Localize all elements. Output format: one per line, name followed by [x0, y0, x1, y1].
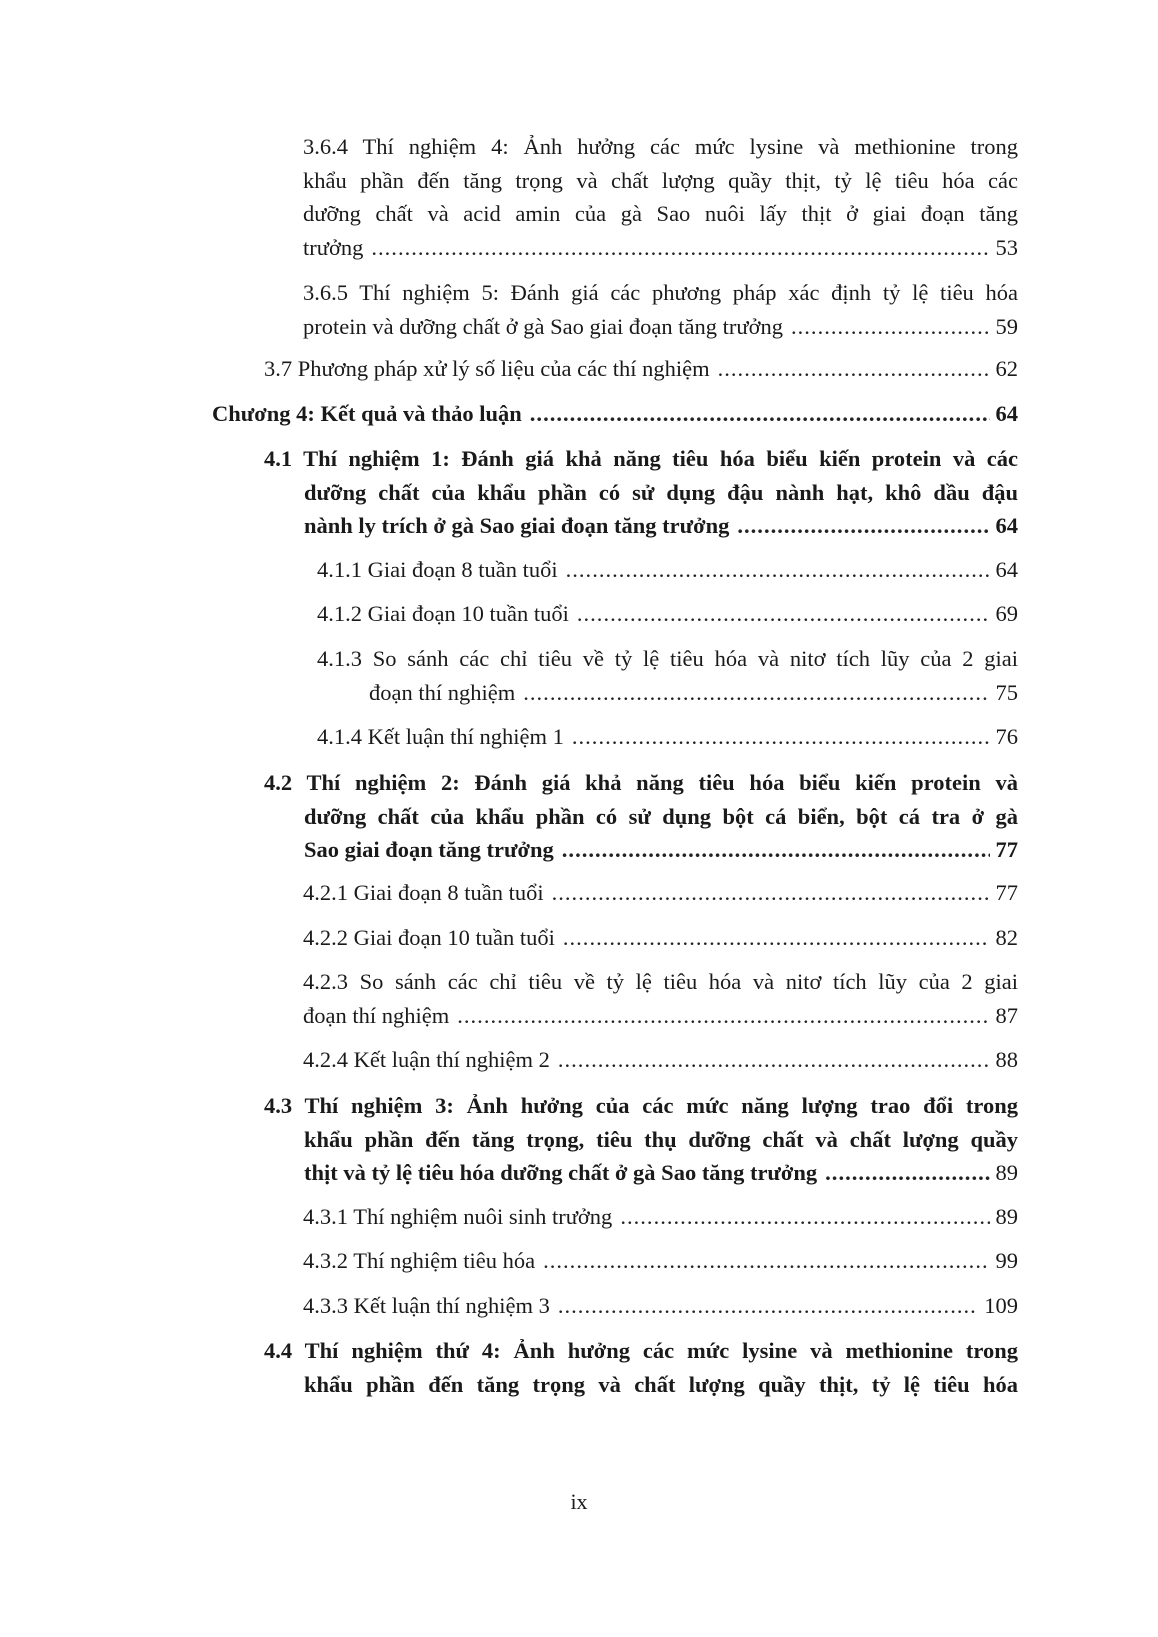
toc-entry-4-4 [264, 1334, 1018, 1401]
toc-entry-leader-line [303, 310, 1018, 344]
toc-entry-title: 4.2.4 Kết luận thí nghiệm 2 [303, 1047, 550, 1072]
toc-page-number: 77 [995, 880, 1018, 905]
leader-dots [563, 921, 990, 955]
leader-dots [558, 1043, 990, 1077]
toc-entry-leader-line [303, 999, 1018, 1033]
toc-entry-4-1 [264, 442, 1018, 543]
toc-entry-title: 4.3.2 Thí nghiệm tiêu hóa [303, 1248, 536, 1273]
toc-entry-leader-line [317, 597, 1018, 631]
leader-dots [791, 310, 990, 344]
toc-entry-title: 4.2.1 Giai đoạn 8 tuần tuổi [303, 880, 544, 905]
toc-entry-line: dưỡng chất của khẩu phần có sử dụng đậu nành hạt, khô dầu đậu [304, 479, 1018, 505]
toc-entry-line: 4.1.3 So sánh các chỉ tiêu về tỷ lệ tiêu hóa và nitơ tích lũy của 2 giai [317, 646, 1018, 671]
toc-entry-title: 4.1.1 Giai đoạn 8 tuần tuổi [317, 557, 558, 582]
toc-entry-title: protein và dưỡng chất ở gà Sao giai đoạn tăng trưởng [303, 313, 783, 339]
leader-dots [558, 1289, 978, 1323]
leader-dots [530, 397, 990, 431]
toc-entry-title: 4.2.2 Giai đoạn 10 tuần tuổi [303, 925, 555, 950]
leader-dots [371, 231, 989, 265]
toc-entry-line: khẩu phần đến tăng trọng và chất lượng quầy thịt, tỷ lệ tiêu hóa [304, 1371, 1018, 1397]
leader-dots [737, 509, 989, 543]
toc-entry-line: 4.2 Thí nghiệm 2: Đánh giá khả năng tiêu hóa biểu kiến protein và [264, 770, 1018, 795]
toc-entry-line: 4.2.3 So sánh các chỉ tiêu về tỷ lệ tiêu hóa và nitơ tích lũy của 2 giai [303, 969, 1018, 994]
toc-entry-4-1-1 [317, 553, 1018, 587]
toc-entry-leader-line [303, 1043, 1018, 1077]
toc-entry-4-3-3 [303, 1289, 1018, 1323]
toc-entry-title: 3.7 Phương pháp xử lý số liệu của các thí nghiệm [264, 356, 710, 381]
toc-entry-4-2-4 [303, 1043, 1018, 1077]
toc-entry-title: 4.1.4 Kết luận thí nghiệm 1 [317, 724, 564, 749]
toc-entry-4-1-2 [317, 597, 1018, 631]
leader-dots [718, 352, 990, 386]
toc-entry-line: 4.3 Thí nghiệm 3: Ảnh hưởng của các mức năng lượng trao đổi trong [264, 1093, 1018, 1118]
toc-entry-title: Sao giai đoạn tăng trưởng [304, 837, 554, 862]
toc-page-number: 64 [995, 557, 1018, 582]
toc-entry-leader-line [303, 231, 1018, 265]
toc-page-number: 62 [995, 356, 1018, 381]
toc-entry-title: nành ly trích ở gà Sao giai đoạn tăng trưởng [304, 513, 730, 538]
toc-entry-leader-line [303, 1289, 1018, 1323]
toc-entry-leader-line [303, 921, 1018, 955]
toc-entry-title: trưởng [303, 234, 364, 260]
toc-entry-leader-line [303, 1200, 1018, 1234]
leader-dots [457, 999, 989, 1033]
toc-entry-title: Chương 4: Kết quả và thảo luận [212, 401, 522, 426]
toc-page-number: 59 [995, 313, 1018, 339]
toc-entry-line: 4.1 Thí nghiệm 1: Đánh giá khả năng tiêu hóa biểu kiến protein và các [264, 446, 1018, 471]
toc-entry-4-1-3 [317, 642, 1018, 709]
leader-dots [572, 720, 990, 754]
toc-entry-leader-line [212, 397, 1018, 431]
toc-entry-3-6-4 [303, 130, 1018, 264]
toc-page-number: 82 [995, 925, 1018, 950]
toc-entry-line: 3.6.4 Thí nghiệm 4: Ảnh hưởng các mức lysine và methionine trong [303, 134, 1018, 159]
toc-page-number: 64 [995, 513, 1018, 538]
leader-dots [577, 597, 990, 631]
toc-entry-4-2-1 [303, 876, 1018, 910]
toc-page-number: 77 [995, 837, 1018, 862]
toc-page-number: 76 [995, 724, 1018, 749]
toc-entry-title: đoạn thí nghiệm [369, 679, 516, 705]
toc-entry-title: đoạn thí nghiệm [303, 1002, 450, 1028]
toc-page-number: 69 [995, 601, 1018, 626]
toc-entry-title: 4.3.1 Thí nghiệm nuôi sinh trưởng [303, 1204, 613, 1229]
toc-page-number: 64 [995, 401, 1018, 426]
toc-entry-leader-line [317, 553, 1018, 587]
page-number-footer: ix [570, 1489, 588, 1514]
toc-page-number: 89 [995, 1204, 1018, 1229]
toc-entry-leader-line [317, 720, 1018, 754]
toc-entry-4-3-2 [303, 1244, 1018, 1278]
leader-dots [552, 876, 990, 910]
toc-page-number: 75 [995, 679, 1018, 705]
toc-page-number: 53 [995, 234, 1018, 260]
toc-entry-chapter-4 [212, 397, 1018, 431]
toc-page-number: 89 [995, 1160, 1018, 1185]
toc-entry-4-1-4 [317, 720, 1018, 754]
toc-entry-title: 4.3.3 Kết luận thí nghiệm 3 [303, 1293, 550, 1318]
toc-entry-line: dưỡng chất và acid amin của gà Sao nuôi lấy thịt ở giai đoạn tăng [303, 201, 1018, 226]
leader-dots [825, 1156, 989, 1190]
toc-entry-leader-line [369, 676, 1018, 710]
toc-entry-4-2-2 [303, 921, 1018, 955]
toc-entry-line: khẩu phần đến tăng trọng và chất lượng quầy thịt, tỷ lệ tiêu hóa các [303, 167, 1018, 193]
toc-page-number: 109 [984, 1293, 1018, 1318]
toc-entry-line: dưỡng chất của khẩu phần có sử dụng bột cá biển, bột cá tra ở gà [304, 803, 1018, 829]
toc-entry-leader-line [303, 1244, 1018, 1278]
toc-entry-4-2 [264, 766, 1018, 867]
toc-page-number: 88 [995, 1047, 1018, 1072]
toc-entry-3-7 [264, 352, 1018, 386]
toc-entry-title: 4.1.2 Giai đoạn 10 tuần tuổi [317, 601, 569, 626]
leader-dots [620, 1200, 989, 1234]
toc-entry-line: 3.6.5 Thí nghiệm 5: Đánh giá các phương pháp xác định tỷ lệ tiêu hóa [303, 280, 1018, 305]
leader-dots [566, 553, 990, 587]
toc-entry-3-6-5 [303, 276, 1018, 343]
toc-entry-leader-line [304, 509, 1018, 543]
toc-entry-leader-line [304, 833, 1018, 867]
toc-entry-line: 4.4 Thí nghiệm thứ 4: Ảnh hưởng các mức lysine và methionine trong [264, 1338, 1018, 1363]
toc-entry-leader-line [303, 876, 1018, 910]
toc-page-number: 87 [995, 1002, 1018, 1028]
toc-entry-leader-line [304, 1156, 1018, 1190]
leader-dots [543, 1244, 989, 1278]
toc-entry-line: khẩu phần đến tăng trọng, tiêu thụ dưỡng chất và chất lượng quầy [304, 1126, 1018, 1152]
leader-dots [523, 676, 989, 710]
toc-entry-title: thịt và tỷ lệ tiêu hóa dưỡng chất ở gà Sao tăng trưởng [304, 1160, 818, 1185]
leader-dots [562, 833, 990, 867]
toc-entry-4-3-1 [303, 1200, 1018, 1234]
toc-entry-leader-line [264, 352, 1018, 386]
toc-entry-4-3 [264, 1089, 1018, 1190]
toc-entry-4-2-3 [303, 965, 1018, 1032]
toc-page-number: 99 [995, 1248, 1018, 1273]
